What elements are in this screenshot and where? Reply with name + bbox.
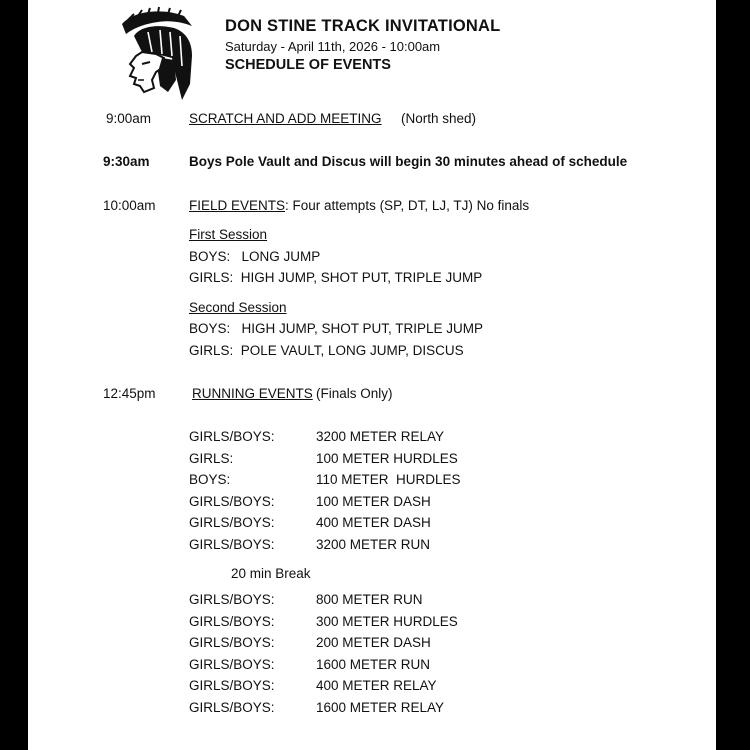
event-group: GIRLS/BOYS: (189, 592, 275, 607)
event-group: GIRLS: (189, 450, 234, 466)
notice-time: 9:30am (103, 154, 150, 169)
event-group: GIRLS/BOYS: (189, 656, 275, 672)
session1-boys: BOYS: LONG JUMP (189, 249, 321, 264)
event-group: GIRLS/BOYS: (189, 678, 275, 694)
document-page (28, 0, 716, 750)
document-title: DON STINE TRACK INVITATIONAL (225, 17, 501, 35)
running-note: (Finals Only) (316, 386, 393, 401)
event-group: GIRLS/BOYS: (189, 700, 275, 715)
running-label: RUNNING EVENTS (192, 386, 313, 401)
field-note: : Four attempts (SP, DT, LJ, TJ) No finals (285, 198, 530, 213)
scratch-time: 9:00am (106, 111, 152, 126)
session2-title: Second Session (189, 300, 287, 315)
event-group: GIRLS/BOYS: (189, 537, 275, 552)
event-group: GIRLS/BOYS: (189, 429, 275, 444)
session2-girls: GIRLS: POLE VAULT, LONG JUMP, DISCUS (189, 343, 464, 358)
spartan-helmet-icon (112, 6, 196, 102)
event-name: 800 METER RUN (316, 592, 423, 607)
event-name: 100 METER HURDLES (316, 450, 458, 466)
session1-title: First Session (189, 227, 268, 242)
running-time: 12:45pm (103, 386, 156, 401)
session2-boys: BOYS: HIGH JUMP, SHOT PUT, TRIPLE JUMP (189, 321, 484, 336)
schedule-heading: SCHEDULE OF EVENTS (225, 57, 391, 73)
event-name: 200 METER DASH (316, 635, 431, 651)
event-name: 1600 METER RELAY (316, 700, 445, 715)
event-group: GIRLS/BOYS: (189, 613, 275, 629)
event-group: GIRLS/BOYS: (189, 515, 275, 531)
event-name: 3200 METER RELAY (316, 429, 445, 444)
break-label: 20 min Break (231, 566, 311, 581)
session1-girls: GIRLS: HIGH JUMP, SHOT PUT, TRIPLE JUMP (189, 270, 483, 285)
event-date: Saturday - April 11th, 2026 - 10:00am (225, 39, 441, 54)
event-name: 400 METER DASH (316, 515, 431, 531)
event-name: 1600 METER RUN (316, 656, 431, 672)
event-name: 400 METER RELAY (316, 678, 437, 694)
scratch-note: (North shed) (401, 111, 477, 126)
event-group: GIRLS/BOYS: (189, 635, 275, 651)
event-name: 3200 METER RUN (316, 537, 431, 552)
field-label: FIELD EVENTS (189, 198, 286, 213)
field-time: 10:00am (103, 198, 156, 213)
event-group: GIRLS/BOYS: (189, 493, 275, 509)
scratch-label: SCRATCH AND ADD MEETING (189, 111, 382, 126)
event-name: 100 METER DASH (316, 493, 431, 509)
notice-text: Boys Pole Vault and Discus will begin 30 minutes ahead of schedule (189, 154, 628, 169)
event-name: 300 METER HURDLES (316, 613, 458, 629)
field-line (189, 198, 529, 213)
event-name: 110 METER HURDLES (316, 472, 461, 488)
event-group: BOYS: (189, 472, 231, 488)
